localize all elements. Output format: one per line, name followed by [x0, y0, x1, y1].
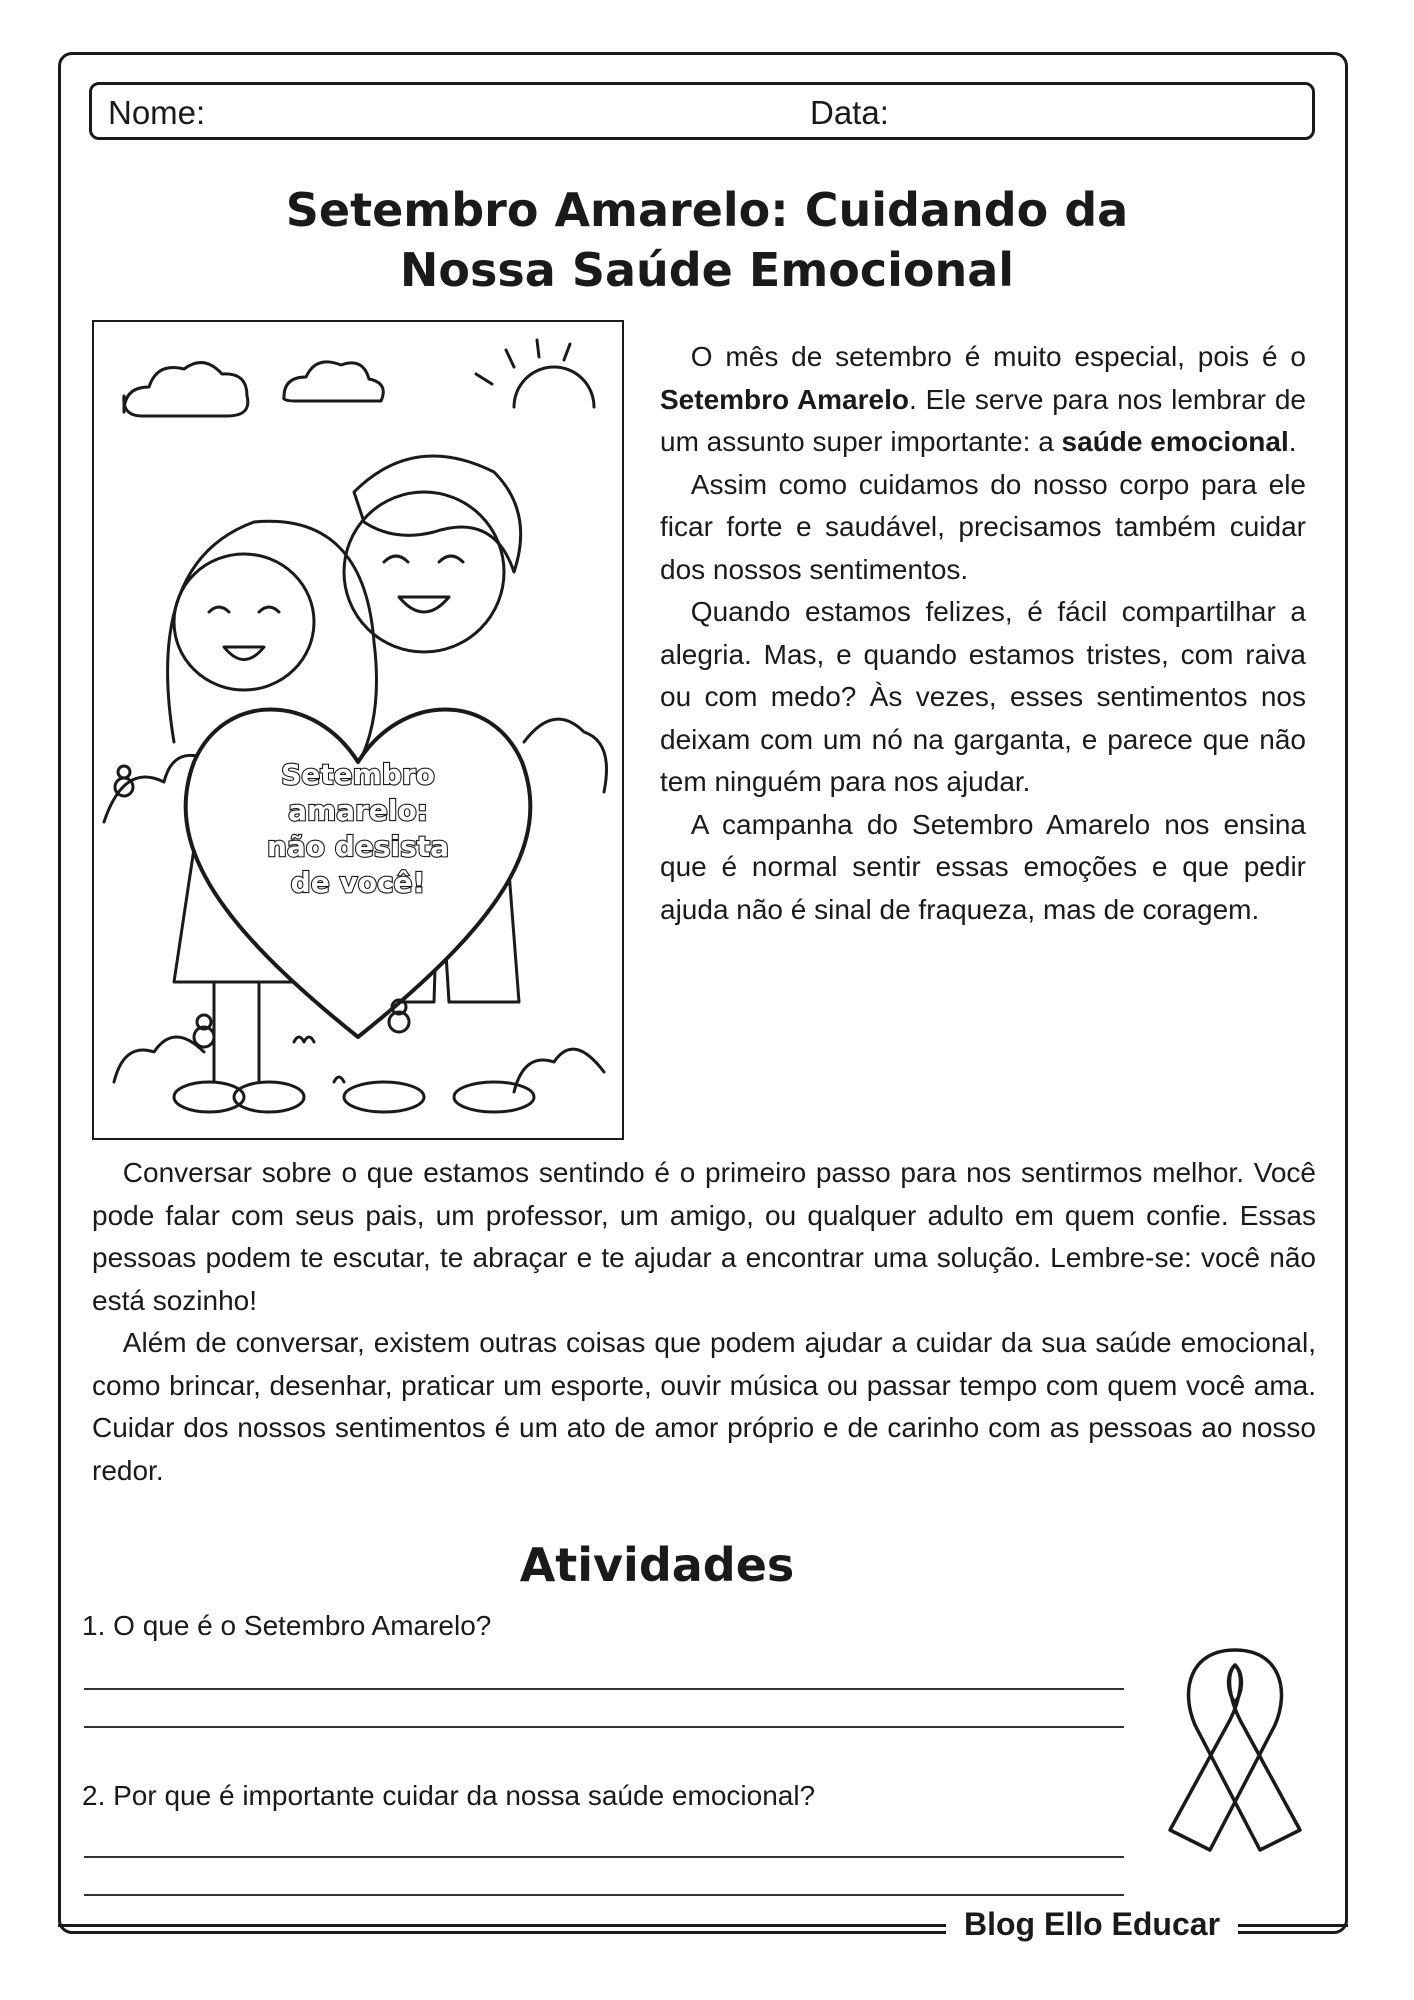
footer-divider — [1238, 1924, 1348, 1927]
paragraph-6: Além de conversar, existem outras coisas que podem ajudar a cuidar da sua saúde emocional, como brincar, desenhar, praticar um esporte, ouvir música ou passar tempo com quem você ama. Cuidar dos nossos sentimentos é um ato de amor próprio e de carinho com as pessoas ao nosso redor. — [92, 1327, 1316, 1486]
heart-text-line-2: amarelo: — [288, 794, 428, 827]
p1-text-e: . — [1288, 426, 1297, 457]
answer-line[interactable] — [84, 1894, 1124, 1896]
cloud-icon — [124, 363, 248, 416]
footer-divider — [58, 1924, 946, 1927]
full-width-text — [92, 1152, 1316, 1492]
p1-text-a: O mês de setembro é muito especial, pois é o — [690, 341, 1306, 372]
activities-title: Atividades — [519, 1538, 795, 1592]
kids-heart-drawing — [94, 322, 622, 1138]
title-line-1: Setembro Amarelo: Cuidando da — [285, 183, 1129, 237]
boy-hair — [354, 456, 521, 572]
girl-face — [174, 554, 314, 690]
paragraph-4: A campanha do Setembro Amarelo nos ensina que é normal sentir essas emoções e que pedir ajuda não é sinal de fraqueza, mas de coragem. — [660, 808, 1306, 925]
boy-face — [344, 492, 504, 652]
paragraph-3: Quando estamos felizes, é fácil compartilhar a alegria. Mas, e quando estamos tristes, com raiva ou com medo? Às vezes, esses sentimentos nos deixam com um nó na garganta, e parece que não tem ninguém para nos ajudar. — [660, 596, 1306, 797]
name-label: Nome: — [108, 94, 206, 131]
page-title — [100, 180, 1314, 300]
answer-line[interactable] — [84, 1856, 1124, 1858]
heart-text-line-3: não desista — [266, 830, 450, 863]
paragraph-5: Conversar sobre o que estamos sentindo é o primeiro passo para nos sentirmos melhor. Você pode falar com seus pais, um professor, um amigo, ou qualquer adulto em quem confie. Essas pessoas podem te escutar, te abraçar e te ajudar a encontrar uma solução. Lembre-se: você não está sozinho! — [92, 1157, 1316, 1316]
paragraph-2: Assim como cuidamos do nosso corpo para ele ficar forte e saudável, precisamos também cuidar dos nossos sentimentos. — [660, 468, 1306, 585]
heart-text-line-4: de você! — [290, 866, 426, 899]
date-label: Data: — [810, 94, 889, 131]
awareness-ribbon-icon — [1150, 1640, 1320, 1870]
name-date-box — [89, 82, 1315, 140]
p1-text-c: . Ele serve para nos lembrar de um assunto super importante: a — [660, 383, 1306, 457]
question-2: 2. Por que é importante cuidar da nossa saúde emocional? — [82, 1780, 816, 1811]
p1-bold-saude: saúde emocional — [1061, 426, 1289, 457]
answer-line[interactable] — [84, 1688, 1124, 1690]
p1-bold-setembro: Setembro Amarelo — [660, 383, 909, 415]
cloud-icon — [284, 362, 384, 401]
heart-text-line-1: Setembro — [281, 758, 435, 791]
question-1: 1. O que é o Setembro Amarelo? — [82, 1610, 492, 1641]
footer-brand: Blog Ello Educar — [946, 1906, 1238, 1943]
paragraph-1 — [660, 336, 1306, 464]
intro-text-column — [660, 336, 1306, 931]
sun-icon — [514, 367, 594, 407]
title-line-2: Nossa Saúde Emocional — [399, 243, 1015, 297]
answer-line[interactable] — [84, 1726, 1124, 1728]
coloring-illustration — [92, 320, 624, 1140]
